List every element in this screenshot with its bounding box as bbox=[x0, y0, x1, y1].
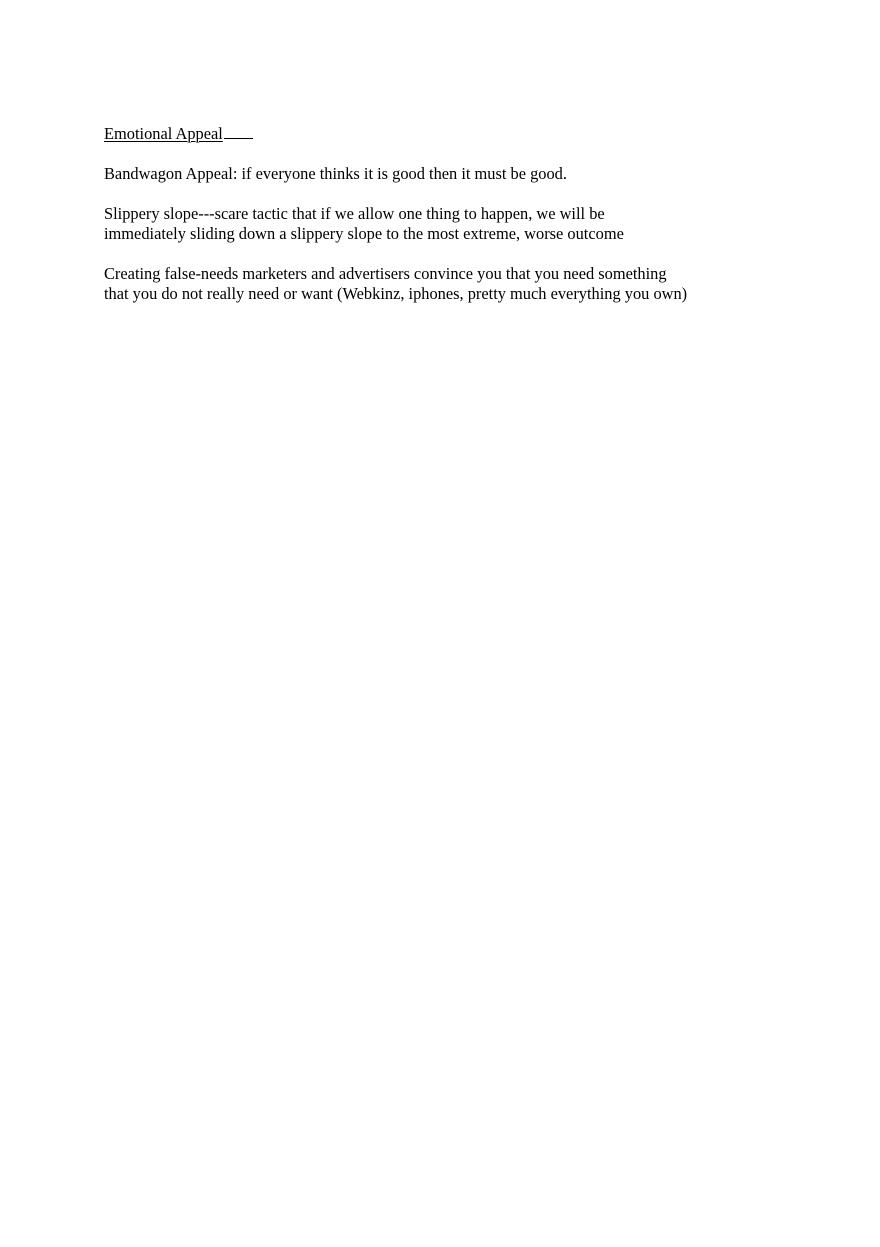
paragraph-line: Creating false-needs marketers and advertisers convince you that you need something bbox=[104, 264, 667, 283]
paragraph-line: immediately sliding down a slippery slope to the most extreme, worse outcome bbox=[104, 224, 624, 243]
heading-underline-rule bbox=[224, 126, 253, 139]
paragraph-false-needs bbox=[104, 264, 804, 304]
paragraph-slippery-slope bbox=[104, 204, 804, 244]
paragraph-bandwagon bbox=[104, 164, 804, 184]
document-body bbox=[104, 124, 804, 304]
paragraph-line: that you do not really need or want (Webkinz, iphones, pretty much everything you own) bbox=[104, 284, 688, 303]
heading-line bbox=[104, 124, 804, 144]
section-heading: Emotional Appeal bbox=[104, 124, 223, 143]
paragraph-line: Slippery slope---scare tactic that if we allow one thing to happen, we will be bbox=[104, 204, 605, 223]
paragraph-line: Bandwagon Appeal: if everyone thinks it is good then it must be good. bbox=[104, 164, 567, 183]
